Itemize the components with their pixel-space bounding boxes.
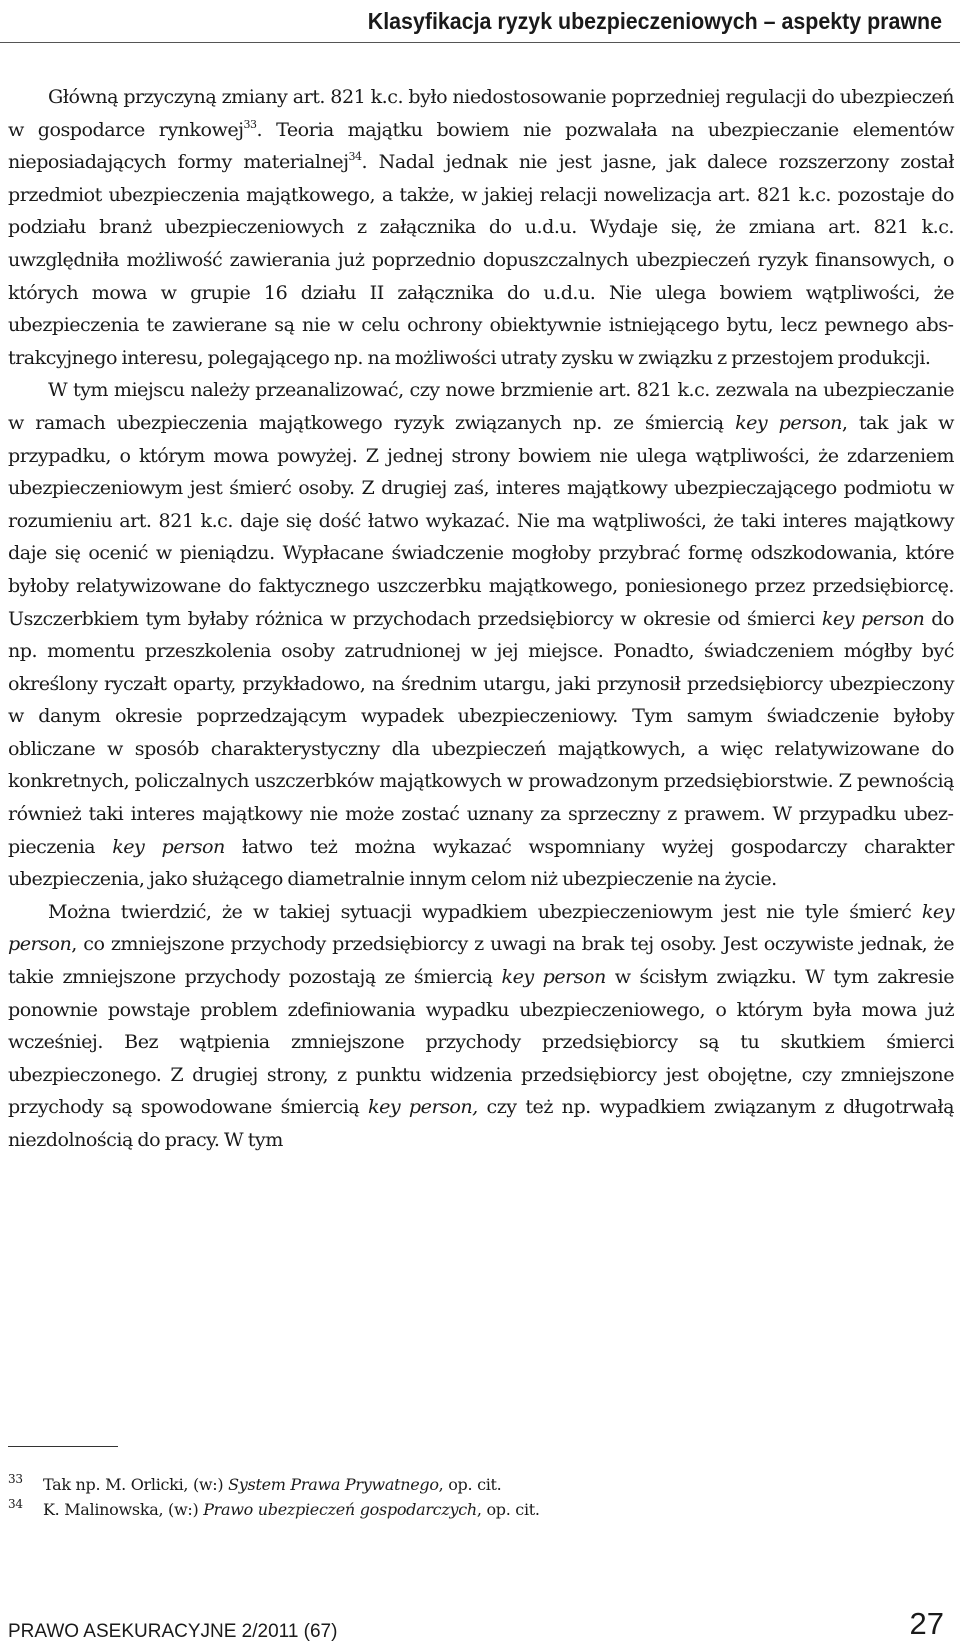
italic-term: Prawo ubezpieczeń gospodarczych [203,1500,477,1519]
paragraph: Można twierdzić, że w takiej sytuacji wypadkiem ubezpieczeniowym jest nie tyle śmierć key person, co zmniejszone przychody przedsiębiorcy z uwagi na brak tej osoby. Jest oczywiste jednak, że takie zmniejszone przychody pozostają ze śmiercią key person w ścisłym związku. W tym zakresie ponownie powstaje problem zdefiniowania wypadku ubezpieczeniowego, o którym była mowa już wcześniej. Bez wątpienia zmniejszone przychody przedsiębiorcy są tu skutkiem śmierci ubezpieczonego. Z drugiej strony, z punktu widzenia przedsiębiorcy jest obojętne, czy zmniejszone przychody są spowodowane śmiercią key person, czy też np. wypadkiem związanym z długotrwałą niezdolnością do pracy. W tym [8,899,955,1151]
footnote [8,1472,948,1497]
italic-term: key person [735,410,842,434]
footnotes [8,1472,948,1522]
italic-term: key person [8,899,954,956]
footnote [8,1497,948,1522]
italic-term: key person [821,606,925,630]
italic-term: key person, [368,1095,478,1119]
header-divider [0,42,960,43]
italic-term: key person [501,965,606,989]
footnote-number: 33 [8,1472,23,1486]
paragraph: W tym miejscu należy przeanalizować, czy nowe brzmienie art. 821 k.c. zezwala na ubezpieczanie w ramach ubezpieczenia majątkowego ryzyk związanych np. ze śmiercią key person, tak jak w przypadku, o którym mowa powyżej. Z jednej strony bowiem nie ulega wątpliwości, że zdarzeniem ubezpieczeniowym jest śmierć osoby. Z drugiej zaś, interes majątkowy ubezpieczającego podmiotu w rozumieniu art. 821 k.c. daje się dość łatwo wykazać. Nie ma wątpliwości, że taki interes majątkowy daje się ocenić w pieniądzu. Wypłacane świadczenie mogłoby przybrać formę odszkodowania, które byłoby relatywizowane do faktycznego uszczerbku majątkowego, poniesionego przez przedsiębiorcę. Uszczerbkiem tym byłaby różnica w przychodach przedsiębiorcy w okresie od śmierci key person do np. momentu przeszkolenia osoby zatrudnionej w jej miejsce. Ponadto, świadczeniem mógłby być określony ryczałt oparty, przykładowo, na średnim utargu, jaki przynosił przedsiębiorcy ubezpieczony w danym okresie poprzedzającym wypadek ubezpieczeniowy. Tym samym świadczenie byłoby obliczane w sposób charakterystyczny dla ubezpieczeń majątkowych, a więc relatywizowane do konkretnych, policzalnych uszczerbków majątkowych w prowadzonym przedsiębiorstwie. Z pewnością również taki interes majątkowy nie może zostać uznany za sprzeczny z prawem. W przypadku ubezpieczenia key person łatwo też można wykazać wspomniany wyżej gospodarczy charakter ubezpieczenia, jako służącego diametralnie innym celom niż ubezpieczenie na życie. [8,378,955,891]
footnote-text: Tak np. M. Orlicki, (w:) System Prawa Prywatnego, op. cit. [43,1475,502,1494]
journal-footer: PRAWO ASEKURACYJNE 2/2011 (67) [8,1621,338,1642]
paragraph: Główną przyczyną zmiany art. 821 k.c. było niedostosowanie poprzedniej regulacji do ubezpieczeń w gospodarce rynkowej$^{33}$. Teoria majątku bowiem nie pozwalała na ubezpieczanie elementów nieposiadających formy materialnej$^{34}$. Nadal jednak nie jest jasne, jak dalece rozszerzony został przedmiot ubezpieczenia majątkowego, a także, w jakiej relacji nowelizacja art. 821 k.c. pozostaje do podziału branż ubezpieczeniowych z załącznika do u.d.u. Wydaje się, że zmiana art. 821 k.c. uwzględniła możliwość zawierania już poprzednio dopuszczalnych ubezpieczeń ryzyk finansowych, o których mowa w grupie 16 działu II załącznika do u.d.u. Nie ulega bowiem wątpliwości, że ubezpieczenia te zawierane są nie w celu ochrony obiektywnie istniejącego bytu, lecz pewnego abstrakcyjnego interesu, polegającego np. na możliwości utraty zysku w związku z przestojem produkcji. [8,85,954,369]
running-header: Klasyfikacja ryzyk ubezpieczeniowych – aspekty prawne [367,8,943,34]
footnote-divider [8,1446,118,1447]
italic-term: System Prawa Prywatnego [228,1475,439,1494]
footnote-ref: 34 [348,150,362,164]
article-body [8,81,954,1157]
page-number: 27 [909,1606,944,1641]
footnote-ref: 33 [243,117,257,131]
footnote-text: K. Malinowska, (w:) Prawo ubezpieczeń gospodarczych, op. cit. [43,1500,540,1519]
footnote-number: 34 [8,1497,23,1511]
italic-term: key person [112,834,225,858]
